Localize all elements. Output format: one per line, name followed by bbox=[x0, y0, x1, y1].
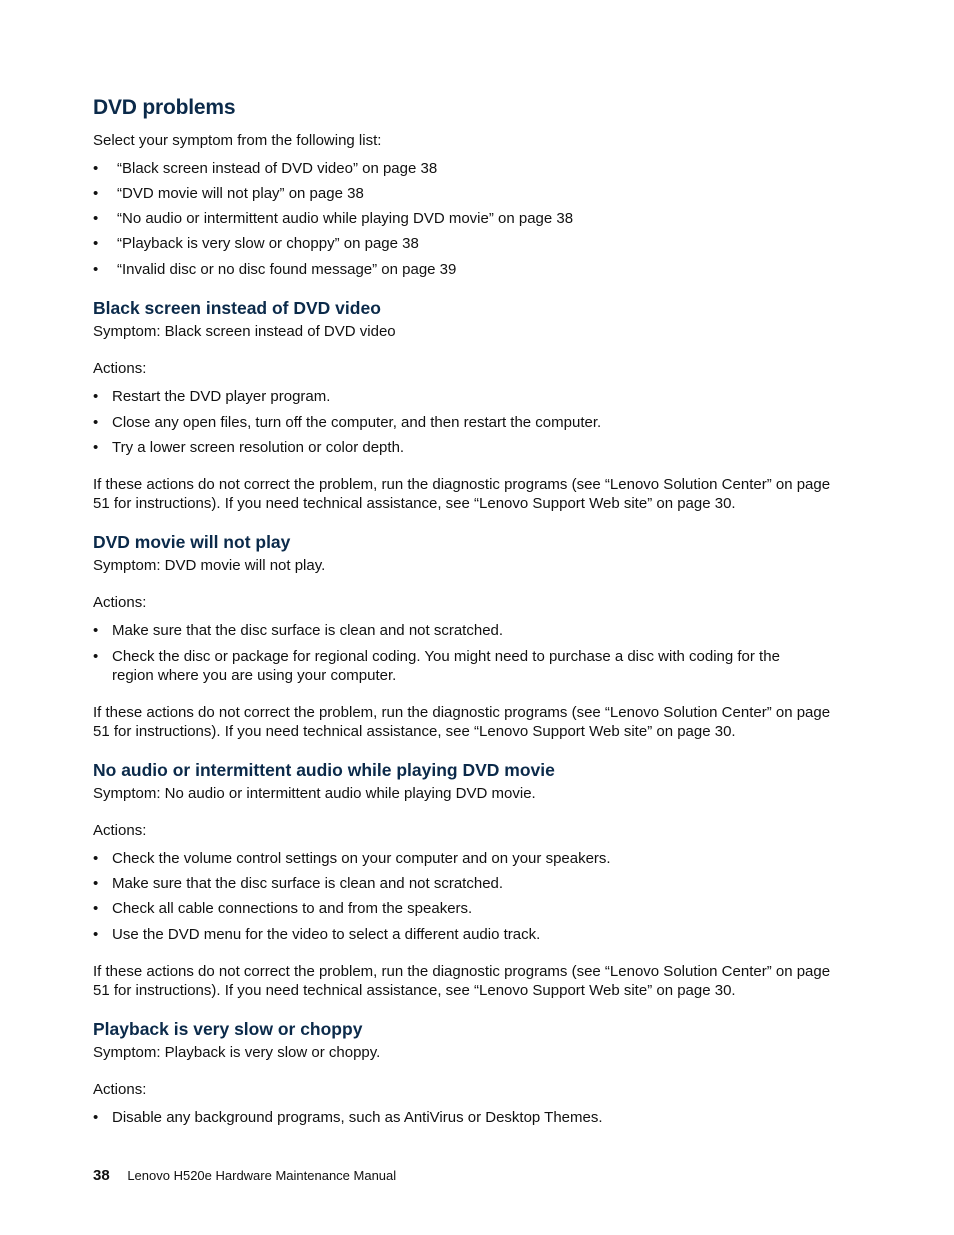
action-text: Check the disc or package for regional coding. You might need to purchase a disc with coding for the region where you are using your computer. bbox=[112, 648, 780, 684]
bullet-icon: • bbox=[93, 622, 99, 639]
actions-label: Actions: bbox=[93, 360, 147, 377]
bullet-icon: • bbox=[93, 210, 99, 227]
symptom-link[interactable]: “Playback is very slow or choppy” on page 38 bbox=[117, 235, 419, 252]
action-text: Use the DVD menu for the video to select a different audio track. bbox=[112, 926, 541, 943]
bullet-icon: • bbox=[93, 926, 99, 943]
action-text: Make sure that the disc surface is clean and not scratched. bbox=[112, 875, 504, 892]
action-text: Disable any background programs, such as AntiVirus or Desktop Themes. bbox=[112, 1109, 603, 1126]
symptom-text: Symptom: DVD movie will not play. bbox=[93, 557, 326, 574]
action-text: Restart the DVD player program. bbox=[112, 388, 331, 405]
bullet-icon: • bbox=[93, 850, 99, 867]
action-text: Check all cable connections to and from the speakers. bbox=[112, 900, 473, 917]
followup-text: If these actions do not correct the problem, run the diagnostic programs (see “Lenovo Solution Center” on page 51 for instructions). If you need technical assistance, see “Lenovo Support Web site” on page 30. bbox=[93, 704, 831, 740]
page-number: 38 bbox=[93, 1167, 110, 1184]
page-footer bbox=[93, 1167, 396, 1184]
bullet-icon: • bbox=[93, 185, 99, 202]
bullet-icon: • bbox=[93, 261, 99, 278]
bullet-icon: • bbox=[93, 439, 99, 456]
actions-label: Actions: bbox=[93, 822, 147, 839]
bullet-icon: • bbox=[93, 1109, 99, 1126]
followup-text: If these actions do not correct the problem, run the diagnostic programs (see “Lenovo Solution Center” on page 51 for instructions). If you need technical assistance, see “Lenovo Support Web site” on page 30. bbox=[93, 476, 831, 512]
action-text: Try a lower screen resolution or color depth. bbox=[112, 439, 405, 456]
intro-text: Select your symptom from the following list: bbox=[93, 132, 382, 149]
page-title: DVD problems bbox=[93, 96, 236, 119]
section-heading: No audio or intermittent audio while playing DVD movie bbox=[93, 760, 555, 780]
symptom-text: Symptom: No audio or intermittent audio while playing DVD movie. bbox=[93, 785, 536, 802]
action-text: Check the volume control settings on your computer and on your speakers. bbox=[112, 850, 611, 867]
symptom-link[interactable]: “No audio or intermittent audio while playing DVD movie” on page 38 bbox=[117, 210, 574, 227]
actions-label: Actions: bbox=[93, 594, 147, 611]
followup-text: If these actions do not correct the problem, run the diagnostic programs (see “Lenovo Solution Center” on page 51 for instructions). If you need technical assistance, see “Lenovo Support Web site” on page 30. bbox=[93, 963, 831, 999]
bullet-icon: • bbox=[93, 160, 99, 177]
symptom-link[interactable]: “DVD movie will not play” on page 38 bbox=[117, 185, 364, 202]
action-text: Make sure that the disc surface is clean and not scratched. bbox=[112, 622, 504, 639]
manual-title: Lenovo H520e Hardware Maintenance Manual bbox=[127, 1168, 397, 1183]
symptom-link[interactable]: “Invalid disc or no disc found message” on page 39 bbox=[117, 261, 457, 278]
actions-label: Actions: bbox=[93, 1081, 147, 1098]
bullet-icon: • bbox=[93, 388, 99, 405]
section-heading: Playback is very slow or choppy bbox=[93, 1019, 363, 1039]
action-text: Close any open files, turn off the computer, and then restart the computer. bbox=[112, 414, 602, 431]
bullet-icon: • bbox=[93, 900, 99, 917]
section-heading: DVD movie will not play bbox=[93, 532, 291, 552]
symptom-text: Symptom: Black screen instead of DVD video bbox=[93, 323, 396, 340]
bullet-icon: • bbox=[93, 648, 99, 665]
symptom-text: Symptom: Playback is very slow or choppy. bbox=[93, 1044, 381, 1061]
bullet-icon: • bbox=[93, 235, 99, 252]
section-heading: Black screen instead of DVD video bbox=[93, 298, 381, 318]
bullet-icon: • bbox=[93, 414, 99, 431]
symptom-link[interactable]: “Black screen instead of DVD video” on page 38 bbox=[117, 160, 438, 177]
bullet-icon: • bbox=[93, 875, 99, 892]
